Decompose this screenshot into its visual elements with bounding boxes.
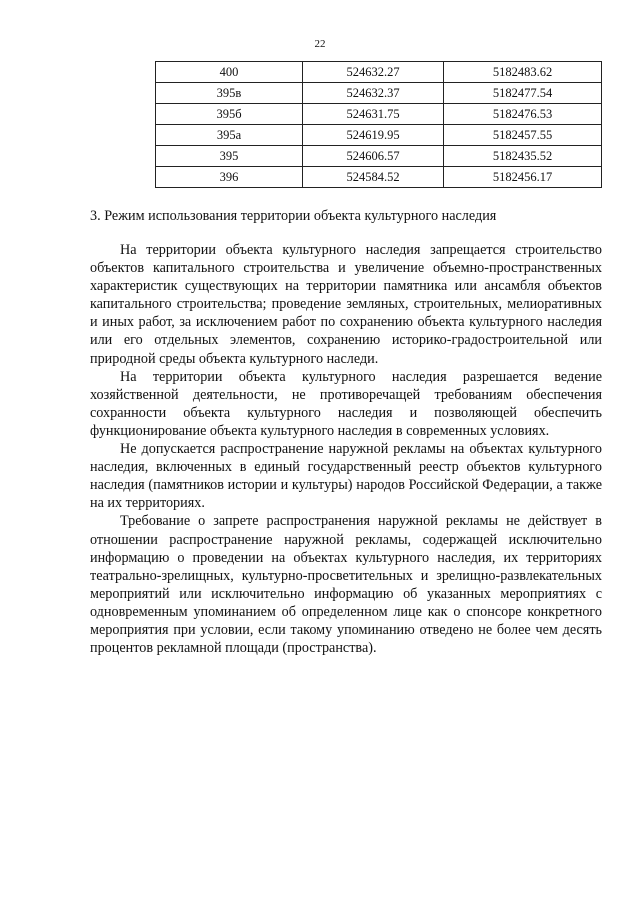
- paragraph-advertising-exception: Требование о запрете распространения наружной рекламы не действует в отношении распространение наружной рекламы, содержащей исключительно информацию о проведении на объектах культурного наследия, их территориях театрально-зрелищных, культурно-просветительных и зрелищно-развлекательных мероприятий или исключительно информацию об указанных мероприятиях с одновременным упоминанием об определенном лице как о спонсоре конкретного мероприятия при условии, если такому упоминанию отведено не более чем десять процентов рекламной площади (пространства).: [90, 513, 602, 657]
- x-coordinate-cell: 524631.75: [303, 104, 444, 125]
- point-number-cell: 395: [156, 146, 303, 167]
- y-coordinate-cell: 5182435.52: [444, 146, 602, 167]
- table-row: [156, 104, 602, 125]
- section-body: [90, 241, 602, 657]
- section-heading: 3. Режим использования территории объекта культурного наследия: [90, 208, 497, 224]
- point-number-cell: 396: [156, 167, 303, 188]
- point-number-cell: 395в: [156, 83, 303, 104]
- y-coordinate-cell: 5182456.17: [444, 167, 602, 188]
- point-number-cell: 400: [156, 62, 303, 83]
- paragraph-permitted-activity: На территории объекта культурного наследия разрешается ведение хозяйственной деятельности, не противоречащей требованиям обеспечения сохранности объекта культурного наследия и позволяющей обеспечить функционирование объекта культурного наследия в современных условиях.: [90, 368, 602, 439]
- table-row: [156, 83, 602, 104]
- table-row: [156, 125, 602, 146]
- point-number-cell: 395б: [156, 104, 303, 125]
- table-row: [156, 167, 602, 188]
- x-coordinate-cell: 524632.27: [303, 62, 444, 83]
- y-coordinate-cell: 5182476.53: [444, 104, 602, 125]
- x-coordinate-cell: 524584.52: [303, 167, 444, 188]
- x-coordinate-cell: 524606.57: [303, 146, 444, 167]
- y-coordinate-cell: 5182477.54: [444, 83, 602, 104]
- y-coordinate-cell: 5182457.55: [444, 125, 602, 146]
- point-number-cell: 395а: [156, 125, 303, 146]
- page-number: 22: [314, 38, 326, 50]
- x-coordinate-cell: 524632.37: [303, 83, 444, 104]
- paragraph-prohibitions: На территории объекта культурного наследия запрещается строительство объектов капитального строительства и увеличение объемно-пространственных характеристик существующих на территории памятника или ансамбля объектов капитального строительства; проведение земляных, строительных, мелиоративных и иных работ, за исключением работ по сохранению объекта культурного наследия или его отдельных элементов, сохранению историко-градостроительной или природной среды объекта культурного наследи.: [90, 242, 602, 367]
- table-row: [156, 146, 602, 167]
- coordinates-table: [155, 61, 602, 188]
- x-coordinate-cell: 524619.95: [303, 125, 444, 146]
- y-coordinate-cell: 5182483.62: [444, 62, 602, 83]
- table-row: [156, 62, 602, 83]
- paragraph-advertising-ban: Не допускается распространение наружной рекламы на объектах культурного наследия, включенных в единый государственный реестр объектов культурного наследия (памятников истории и культуры) народов Российской Федерации, а также на их территориях.: [90, 441, 602, 512]
